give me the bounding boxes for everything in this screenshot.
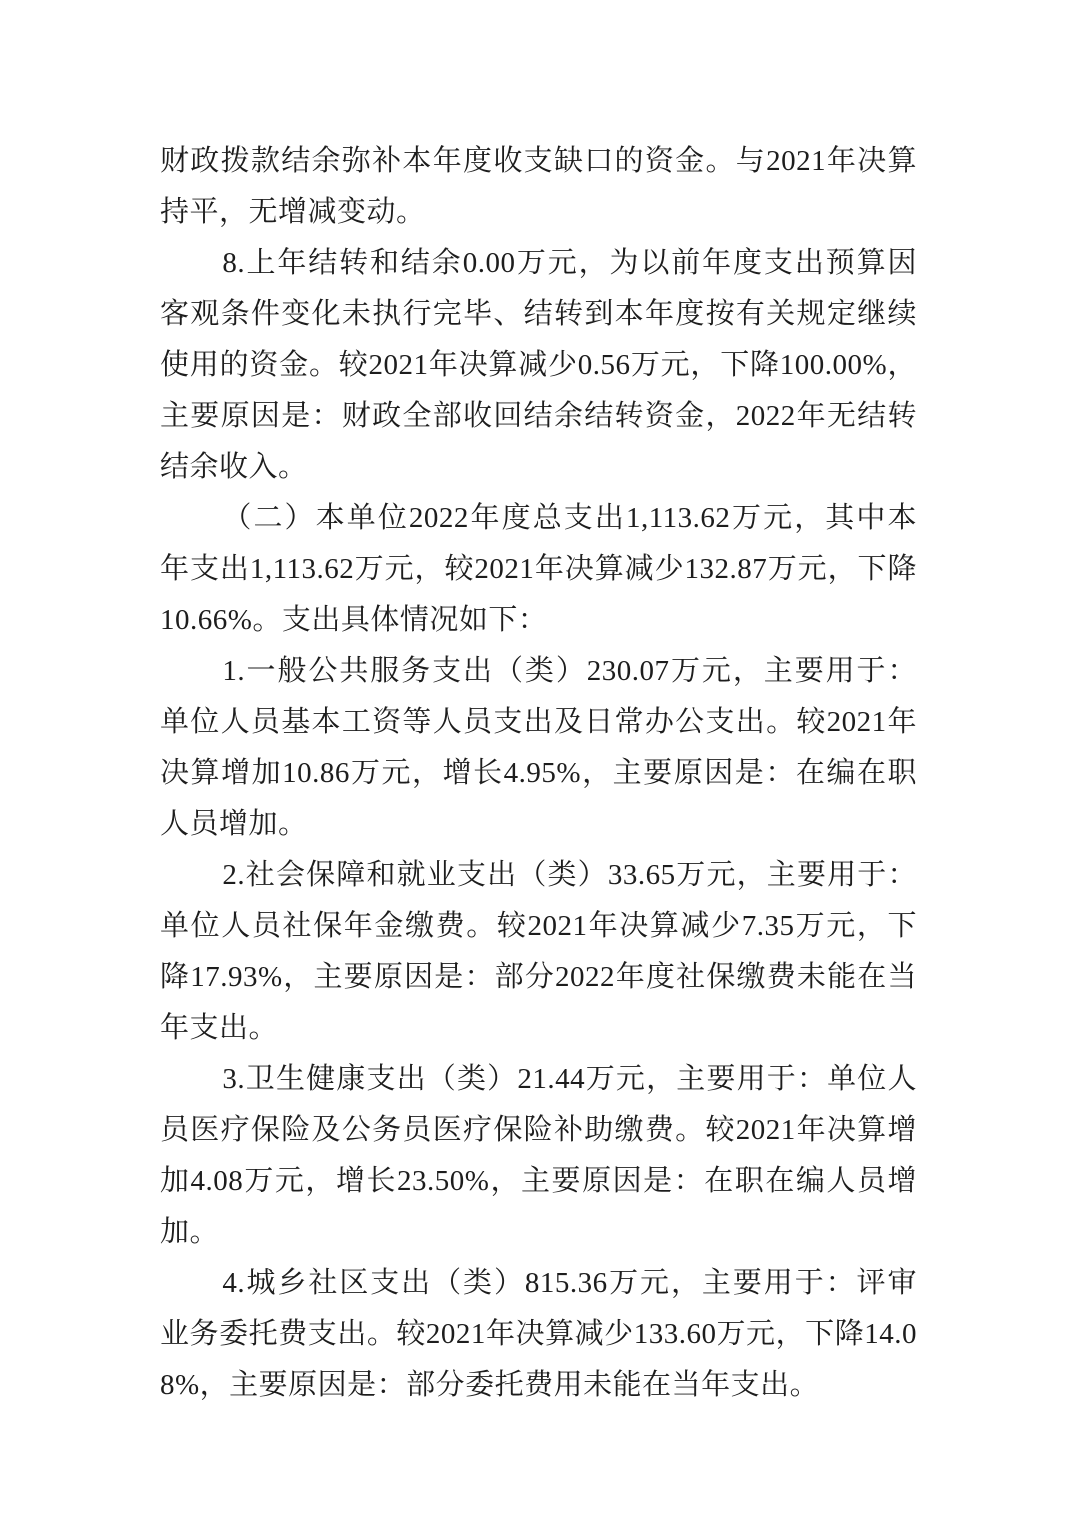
paragraph-item-2-social-security: 2.社会保障和就业支出（类）33.65万元，主要用于：单位人员社保年金缴费。较2021年决算减少7.35万元，下降17.93%，主要原因是：部分2022年度社保缴费未能在当年支出。 — [160, 859, 917, 1044]
paragraph-item-8: 8.上年结转和结余0.00万元，为以前年度支出预算因客观条件变化未执行完毕、结转到本年度按有关规定继续使用的资金。较2021年决算减少0.56万元，下降100.00%，主要原因是：财政全部收回结余结转资金，2022年无结转结余收入。 — [160, 247, 917, 483]
paragraph-item-1-general-public-services: 1.一般公共服务支出（类）230.07万元，主要用于：单位人员基本工资等人员支出及日常办公支出。较2021年决算增加10.86万元，增长4.95%，主要原因是：在编在职人员增加。 — [160, 655, 917, 840]
paragraph-item-4-urban-rural-community: 4.城乡社区支出（类）815.36万元，主要用于：评审业务委托费支出。较2021年决算减少133.60万元，下降14.08%，主要原因是：部分委托费用未能在当年支出。 — [160, 1267, 917, 1401]
paragraph-section-2-total-expenditure: （二）本单位2022年度总支出1,113.62万元，其中本年支出1,113.62万元，较2021年决算减少132.87万元，下降10.66%。支出具体情况如下： — [160, 502, 917, 636]
paragraph-continuation: 财政拨款结余弥补本年度收支缺口的资金。与2021年决算持平，无增减变动。 — [160, 145, 917, 228]
paragraph-item-3-health: 3.卫生健康支出（类）21.44万元，主要用于：单位人员医疗保险及公务员医疗保险补助缴费。较2021年决算增加4.08万元，增长23.50%，主要原因是：在职在编人员增加。 — [160, 1063, 917, 1248]
